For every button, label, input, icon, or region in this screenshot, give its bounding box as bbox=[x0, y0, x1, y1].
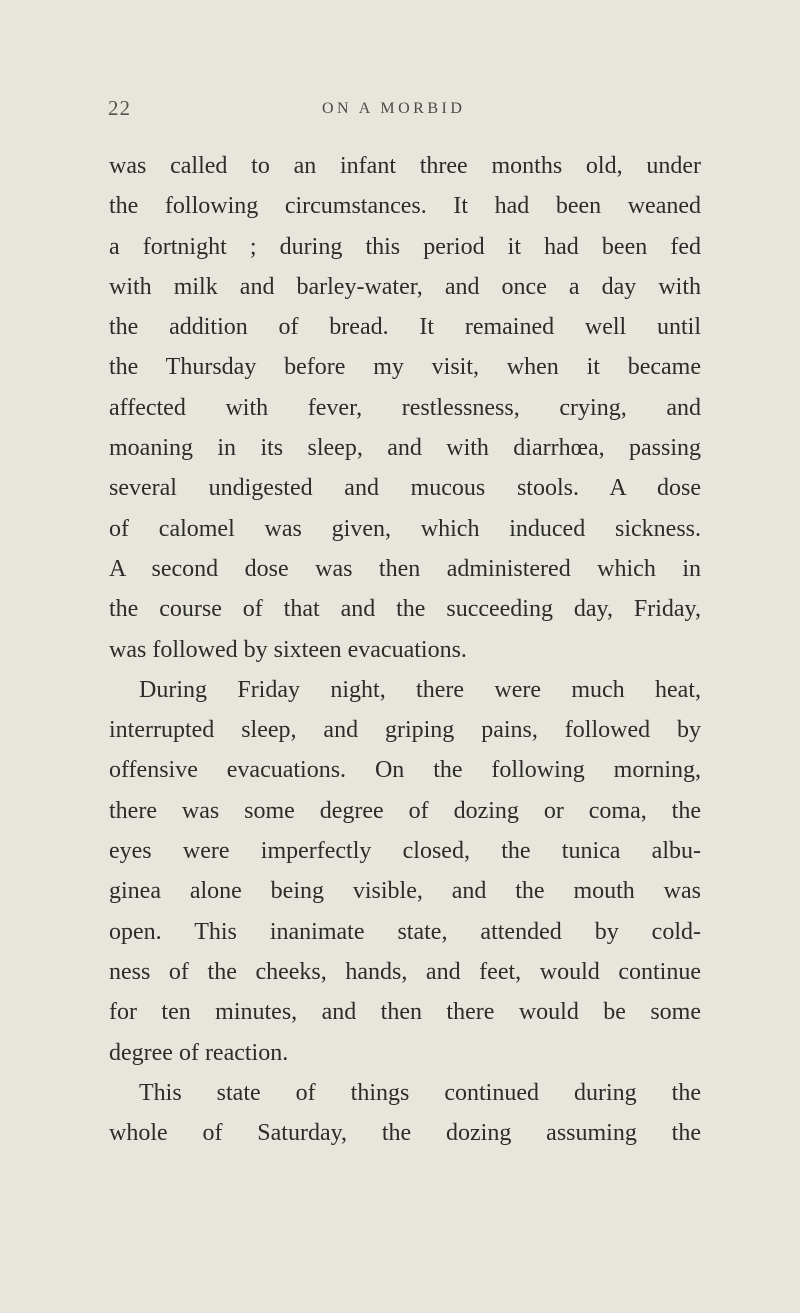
text-line: the course of that and the succeeding day, Friday, bbox=[109, 596, 701, 623]
text-line: ginea alone being visible, and the mouth was bbox=[109, 878, 701, 905]
running-head bbox=[0, 96, 800, 126]
text-line: for ten minutes, and then there would be some bbox=[109, 999, 701, 1026]
text-line: ness of the cheeks, hands, and feet, would continue bbox=[109, 958, 701, 985]
text-line: open. This inanimate state, attended by cold- bbox=[109, 918, 701, 945]
text-line: a fortnight ; during this period it had been fed bbox=[109, 233, 701, 260]
text-line: This state of things continued during the bbox=[139, 1079, 701, 1106]
text-line: During Friday night, there were much heat, bbox=[139, 676, 701, 703]
text-line: interrupted sleep, and griping pains, followed by bbox=[109, 717, 701, 744]
text-line: was followed by sixteen evacuations. bbox=[109, 636, 467, 663]
text-line: A second dose was then administered which in bbox=[109, 555, 701, 582]
text-line: degree of reaction. bbox=[109, 1039, 289, 1066]
text-line: moaning in its sleep, and with diarrhœa, passing bbox=[109, 435, 701, 462]
text-line: several undigested and mucous stools. A dose bbox=[109, 475, 701, 502]
running-title: ON A MORBID bbox=[322, 100, 466, 117]
text-line: there was some degree of dozing or coma, the bbox=[109, 797, 701, 824]
text-line: affected with fever, restlessness, crying, and bbox=[109, 394, 701, 421]
body-text bbox=[109, 146, 701, 1153]
text-line: of calomel was given, which induced sickness. bbox=[109, 515, 701, 542]
text-line: the addition of bread. It remained well until bbox=[109, 314, 701, 341]
text-line: with milk and barley-water, and once a day with bbox=[109, 273, 701, 300]
text-line: the Thursday before my visit, when it became bbox=[109, 354, 701, 381]
text-line: eyes were imperfectly closed, the tunica albu- bbox=[109, 838, 701, 865]
text-line: the following circumstances. It had been weaned bbox=[109, 193, 701, 220]
text-line: offensive evacuations. On the following morning, bbox=[109, 757, 701, 784]
page-number: 22 bbox=[108, 96, 131, 120]
text-line: whole of Saturday, the dozing assuming the bbox=[109, 1120, 701, 1147]
text-line: was called to an infant three months old, under bbox=[109, 153, 701, 179]
